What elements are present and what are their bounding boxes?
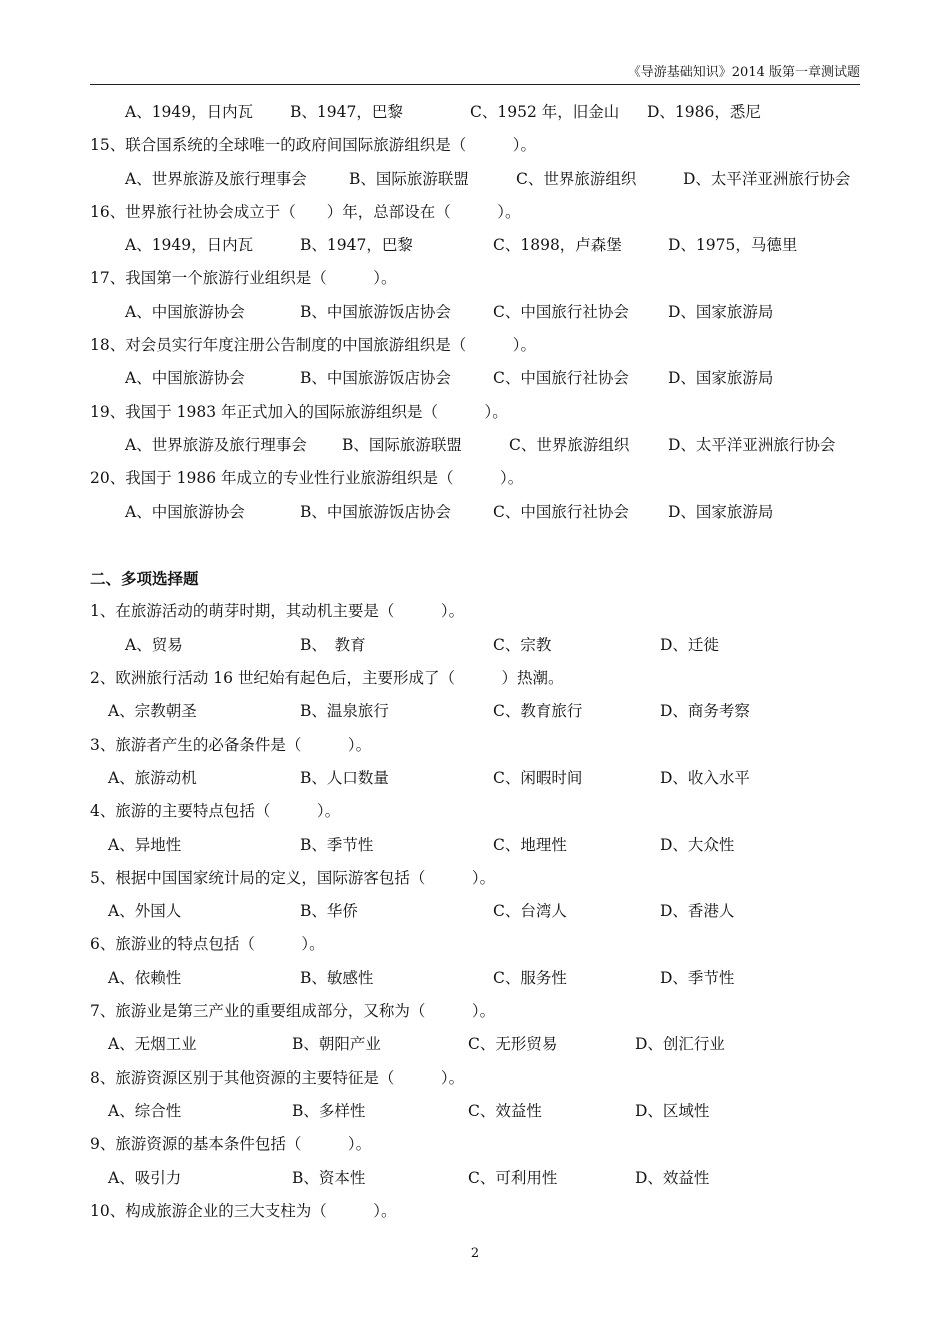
option-c: C、无形贸易 bbox=[468, 1035, 558, 1054]
section-spacer bbox=[90, 529, 870, 562]
header-title: 《导游基础知识》2014 版第一章测试题 bbox=[627, 65, 860, 80]
option-a: A、依赖性 bbox=[108, 968, 182, 987]
option-row bbox=[90, 762, 870, 795]
question-text: 6、旅游业的特点包括（ ）。 bbox=[90, 935, 325, 954]
option-a: A、世界旅游及旅行理事会 bbox=[125, 435, 307, 454]
option-b: B、中国旅游饭店协会 bbox=[300, 369, 451, 388]
question-text: 16、世界旅行社协会成立于（ ）年，总部设在（ ）。 bbox=[90, 202, 521, 221]
option-b: B、季节性 bbox=[300, 835, 374, 854]
option-a: A、综合性 bbox=[108, 1101, 182, 1120]
question-text: 5、根据中国国家统计局的定义，国际游客包括（ ）。 bbox=[90, 868, 496, 887]
option-c: C、地理性 bbox=[493, 835, 567, 854]
option-c: C、服务性 bbox=[493, 968, 567, 987]
option-d: D、收入水平 bbox=[660, 768, 750, 787]
option-d: D、1975，马德里 bbox=[668, 236, 798, 255]
option-c: C、闲暇时间 bbox=[493, 768, 583, 787]
option-a: A、宗教朝圣 bbox=[108, 702, 197, 721]
option-row bbox=[90, 829, 870, 862]
question-text: 19、我国于 1983 年正式加入的国际旅游组织是（ ）。 bbox=[90, 402, 508, 421]
page-content bbox=[90, 96, 870, 1228]
option-b: B、国际旅游联盟 bbox=[342, 435, 462, 454]
option-a: A、中国旅游协会 bbox=[125, 369, 245, 388]
option-d: D、太平洋亚洲旅行协会 bbox=[683, 169, 851, 188]
option-row bbox=[90, 429, 870, 462]
option-row bbox=[90, 1028, 870, 1061]
question-text: 7、旅游业是第三产业的重要组成部分，又称为（ ）。 bbox=[90, 1002, 496, 1021]
question-text: 4、旅游的主要特点包括（ ）。 bbox=[90, 802, 341, 821]
option-d: D、香港人 bbox=[660, 902, 735, 921]
option-c: C、可利用性 bbox=[468, 1168, 558, 1187]
option-d: D、国家旅游局 bbox=[668, 369, 774, 388]
option-a: A、1949，日内瓦 bbox=[125, 236, 254, 255]
option-row bbox=[90, 163, 870, 196]
option-a: A、世界旅游及旅行理事会 bbox=[125, 169, 307, 188]
option-c: C、中国旅行社协会 bbox=[493, 369, 629, 388]
question-text: 1、在旅游活动的萌芽时期，其动机主要是（ ）。 bbox=[90, 602, 465, 621]
page-header bbox=[90, 64, 860, 85]
option-b: B、1947，巴黎 bbox=[300, 236, 413, 255]
option-b: B、敏感性 bbox=[300, 968, 374, 987]
option-d: D、季节性 bbox=[660, 968, 735, 987]
option-row bbox=[90, 96, 870, 129]
option-c: C、台湾人 bbox=[493, 902, 567, 921]
option-row bbox=[90, 629, 870, 662]
option-b: B、华侨 bbox=[300, 902, 358, 921]
option-a: A、无烟工业 bbox=[108, 1035, 197, 1054]
option-a: A、贸易 bbox=[125, 635, 183, 654]
option-c: C、1898，卢森堡 bbox=[493, 236, 622, 255]
option-row bbox=[90, 362, 870, 395]
option-c: C、中国旅行社协会 bbox=[493, 302, 629, 321]
option-d: D、迁徙 bbox=[660, 635, 719, 654]
question-text: 9、旅游资源的基本条件包括（ ）。 bbox=[90, 1135, 372, 1154]
option-d: D、商务考察 bbox=[660, 702, 750, 721]
option-b: B、多样性 bbox=[292, 1101, 366, 1120]
question-text: 15、联合国系统的全球唯一的政府间国际旅游组织是（ ）。 bbox=[90, 136, 536, 155]
option-row bbox=[90, 1095, 870, 1128]
option-c: C、宗教 bbox=[493, 635, 552, 654]
question-text: 20、我国于 1986 年成立的专业性行业旅游组织是（ ）。 bbox=[90, 469, 524, 488]
option-b: B、中国旅游饭店协会 bbox=[300, 502, 451, 521]
option-row bbox=[90, 229, 870, 262]
option-b: B、资本性 bbox=[292, 1168, 366, 1187]
option-d: D、大众性 bbox=[660, 835, 735, 854]
option-b: B、温泉旅行 bbox=[300, 702, 389, 721]
question-text: 3、旅游者产生的必备条件是（ ）。 bbox=[90, 735, 372, 754]
option-c: C、世界旅游组织 bbox=[516, 169, 637, 188]
question-text: 2、欧洲旅行活动 16 世纪始有起色后，主要形成了（ ）热潮。 bbox=[90, 669, 564, 688]
option-d: D、1986，悉尼 bbox=[647, 103, 761, 121]
page-number: 2 bbox=[470, 1246, 480, 1261]
option-d: D、国家旅游局 bbox=[668, 502, 774, 521]
question-text: 8、旅游资源区别于其他资源的主要特征是（ ）。 bbox=[90, 1068, 465, 1087]
option-b: B、中国旅游饭店协会 bbox=[300, 302, 451, 321]
option-d: D、创汇行业 bbox=[635, 1035, 725, 1054]
option-row bbox=[90, 296, 870, 329]
option-a: A、中国旅游协会 bbox=[125, 302, 245, 321]
option-row bbox=[90, 895, 870, 928]
question-text: 17、我国第一个旅游行业组织是（ ）。 bbox=[90, 269, 397, 288]
option-row bbox=[90, 962, 870, 995]
option-d: D、效益性 bbox=[635, 1168, 710, 1187]
option-b: B、 教育 bbox=[300, 635, 366, 654]
option-row bbox=[90, 695, 870, 728]
option-b: B、人口数量 bbox=[300, 768, 389, 787]
question-text: 18、对会员实行年度注册公告制度的中国旅游组织是（ ）。 bbox=[90, 336, 536, 355]
option-a: A、旅游动机 bbox=[108, 768, 197, 787]
option-a: A、外国人 bbox=[108, 902, 182, 921]
option-row bbox=[90, 496, 870, 529]
option-a: A、1949，日内瓦 bbox=[125, 103, 254, 121]
option-a: A、吸引力 bbox=[108, 1168, 182, 1187]
option-b: B、1947，巴黎 bbox=[290, 103, 403, 121]
option-a: A、中国旅游协会 bbox=[125, 502, 245, 521]
option-c: C、世界旅游组织 bbox=[509, 435, 630, 454]
option-a: A、异地性 bbox=[108, 835, 182, 854]
option-b: B、国际旅游联盟 bbox=[349, 169, 469, 188]
option-c: C、中国旅行社协会 bbox=[493, 502, 629, 521]
question-text: 10、构成旅游企业的三大支柱为（ ）。 bbox=[90, 1201, 397, 1220]
section-heading: 二、多项选择题 bbox=[90, 569, 199, 589]
option-b: B、朝阳产业 bbox=[292, 1035, 381, 1054]
option-c: C、教育旅行 bbox=[493, 702, 583, 721]
option-row bbox=[90, 1162, 870, 1195]
option-c: C、效益性 bbox=[468, 1101, 542, 1120]
option-d: D、区域性 bbox=[635, 1101, 710, 1120]
option-d: D、国家旅游局 bbox=[668, 302, 774, 321]
option-d: D、太平洋亚洲旅行协会 bbox=[668, 435, 836, 454]
option-c: C、1952 年，旧金山 bbox=[470, 103, 620, 121]
